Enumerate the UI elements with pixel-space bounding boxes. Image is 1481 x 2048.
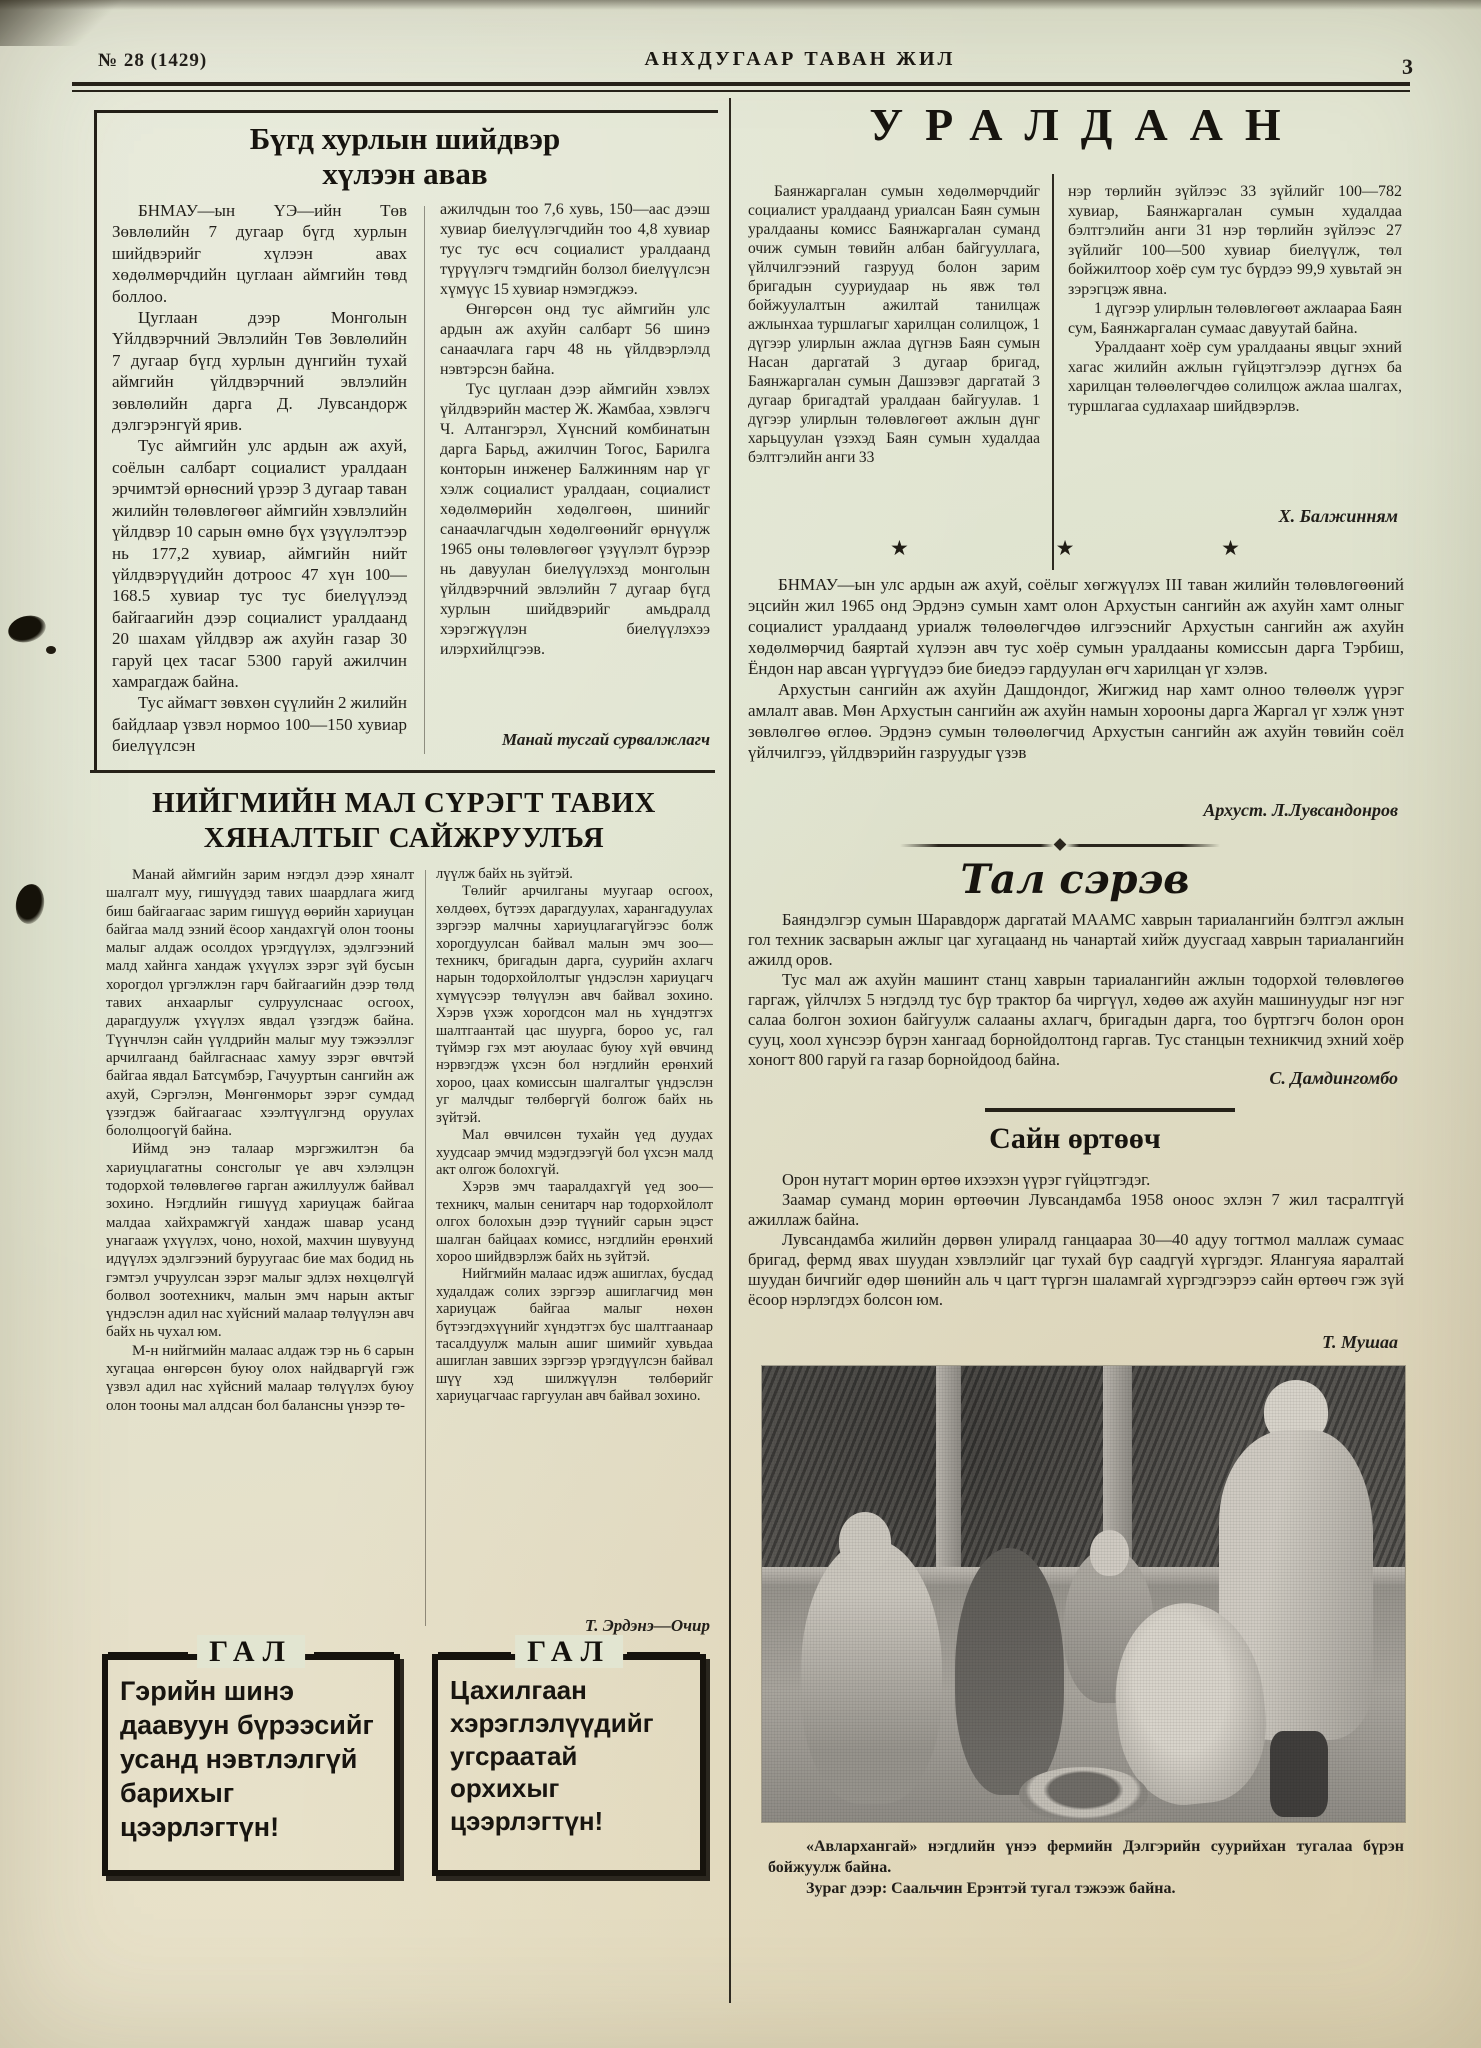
paragraph: Орон нутагт морин өртөө ихээхэн үүрэг гүйцэтгэдэг.: [782, 1170, 1151, 1189]
section-rule: [90, 770, 715, 773]
fire-box-rule-right: [314, 1652, 394, 1656]
article-field-signature: С. Дамдингомбо: [1269, 1068, 1398, 1088]
photo-caption: [768, 1836, 1404, 1899]
article-race-column-rule: [1052, 174, 1054, 570]
star-separator: [890, 536, 1240, 561]
punch-hole: [5, 612, 48, 646]
paragraph: нэр төрлийн зүйлээс 33 зүйлийг 100—782 хувиар, Баянжаргалан сумын худалдаа бэлтгэлийн анги 31 нэр төрлийн зүйлээс 27 зүйлийг 100—500 хувиар биелүүлж, төл бойжилтоор хоёр сум тус бүрдээ 99,9 хувьтай эн зэрэгцэж явна.: [1068, 183, 1402, 298]
header-rule-thin: [72, 90, 1410, 92]
article-postman-title: Сайн өртөөч: [989, 1122, 1161, 1155]
fire-box-rule-right: [627, 1652, 700, 1656]
article-race-title: УРАЛДААН: [869, 99, 1303, 150]
paragraph: Баянжаргалан сумын хөдөлмөрчдийг социалист уралдаанд уриалсан Баян сумын уралдааны комисс Баянжаргалан суманд очиж сумын төвийн албан байгууллага, үйлчилгээний газрууд болон зарим бригадын сууриудаар нь явж төл бойжуулалтын ажилтай танилцаж ажлынхаа туршлагыг харилцан солилцож, 1 дүгээр улирлын ажлаа дүгнэв Баян сумын Насан даргатай 3 дугаар бригад, Баянжаргалан сумын Дашзэвэг даргатай 3 дугаар бригадтай уралдаан байгуулав. 1 дүгээр улирлын төлөвлөгөөт ажлын дүнг харьцуулан үзэхэд Баян сумын худалдаа бэлтгэлийн анги 33: [748, 183, 1040, 466]
ink-speck: [46, 646, 56, 654]
punch-hole: [13, 882, 47, 926]
paragraph: Өнгөрсөн онд тус аймгийн улс ардын аж ахуйн салбарт 56 шинэ санаачлага гарч 48 нь үйлдвэрлэлд нэвтэрсэн байна.: [440, 301, 710, 378]
fire-warning-text-1: Гэрийн шинэ даавуун бүрээсийг усанд нэвтлэлгүй барихыг цээрлэгтүн!: [120, 1676, 374, 1843]
paragraph: Тус аймгийн улс ардын аж ахуй, соёлын салбарт социалист уралдаан эрчимтэй өрнөсний үрээр 3 дугаар таван жилийн төлөвлөгөөг аймгийн хэвлэлийн үйлдвэр 10 сарын өмнө бүх үзүүлэлтээр нь 177,2 хувиар, аймгийн нийт үйлдвэрүүдийн дотроос 47 хүн 100—168.5 хувиар тус тус биелүүлээд байгаагийн дээр социалист уралдаанд 20 шахам үйлдвэр аж ахуйн газар 30 гаруй цех тасаг 5300 гаруй ажилчин хамрагдаж байна.: [112, 436, 407, 691]
scan-edge-top: [0, 0, 1481, 10]
article-race-column-1: [748, 182, 1040, 560]
photo-caption-line2: Зураг дээр: Саальчин Ерэнтэй тугал тэжээж байна.: [806, 1880, 1176, 1897]
star-icon: ★: [1055, 536, 1075, 560]
paragraph: Хэрэв эмч тааралдахгүй үед зоо—техникч, малын сенитарч нар тодорхойлолт олгох болохын дээр түүнийг сарын эцэст шалган байцаах комисс, нэгдлийн ерөнхий хороо шийдвэрлэж байх нь зүйтэй.: [436, 1179, 713, 1265]
article-plenum-title-line1: Бүгд хурлын шийдвэр: [249, 121, 561, 156]
article-plenum-title-line2: хүлээн авав: [322, 155, 488, 191]
fire-warning-box-2: [432, 1635, 706, 1876]
paragraph: БНМАУ—ын улс ардын аж ахуй, соёлыг хөгжүүлэх III таван жилийн төлөвлөгөөний эцсийн жил 1965 онд Эрдэнэ сумын хамт олон Архустын сангийн аж ахуйн хамт олныг социалист уралдаанд уриалж төлөөлөгчдөө илгээснийг Архустын сангийн аж ахуйн хөдөлмөрчид баяртай хүлээн авч тус хоёр сумын уралдааны комиссын дарга Тэрбиш, Ёндон нар авсан үүргүүдээ бие биедээ гардуулан өгч харилцан үг хэлэв.: [748, 575, 1404, 678]
article-livestock-signature: Т. Эрдэнэ—Очир: [584, 1616, 710, 1635]
paragraph: Баяндэлгэр сумын Шаравдорж даргатай МААМС хаврын тариалангийн бэлтгэл ажлын гол техник засварын ажлыг цаг хугацаанд нь чанартай хийж дуусгаад хаврын тариалангийн ажилд оров.: [748, 910, 1404, 969]
paragraph: Манай аймгийн зарим нэгдэл дээр хяналт шалгалт муу, гишүүдэд тавих шаардлага жигд биш байгаагаас зарим гишүүд өөрийн хариуцан байгаа малд эзний ёсоор хандахгүй олон тооны малыг алдаж осолдох үрэгдүүлэх, эдэлгээний малд хайнга хандаж үхүүлэх зэрэг зүй бусын хорогдол үргэлжлэн гарч байгаагийн дээр төлд тавих анхаарлыг сулруулснаас осгоох, дарагдуулж үхүүлэх явдал үзэгдэж байна. Түүнчлэн сайн үүлдрийн малыг муу тэжээллэг арчилгаанд байлгаснаас хамуу зэрэг өвчтэй байгаа явдал Батсүмбэр, Гачууртын сангийн аж ахуй, Сэргэлэн, Мөнгөнморьт зэрэг сумдад үзэгдэж байгаагаас хээлтүүлгэнд оруулах бололцоогүй байна.: [106, 867, 414, 1140]
article-plenum-signature: Манай тусгай сурвалжлагч: [502, 730, 710, 749]
photo-halftone-grain: [762, 1366, 1405, 1822]
photo-caption-line1: «Авлархангай» нэгдлийн үнээ фермийн Дэлгэрийн суурийхан тугалаа бүрэн бойжуулж байна.: [768, 1838, 1404, 1876]
paragraph: Тус цуглаан дээр аймгийн хэвлэх үйлдвэрийн мастер Ж. Жамбаа, хэвлэгч Ч. Алтангэрэл, Хүнсний комбинатын дарга Барьд, ажилчин Тогос, Барилга конторын инженер Балжинням нар үг хэлж социалист уралдаан, социалист хөдөлмөрийн хөдөлгөөн, шинийг санаачлагчдын хөдөлгөөнийг өрнүүлж 1965 оны төлөвлөгөөг үзүүлэлт бүрээр нь давуулан биелүүлэхэд монголын үйлдвэрчний эвлэлийн 7 дугаар бүгд хурлын шийдвэрийг амьдралд хэрэгжүүлэн биелүүлэхээ илэрхийлцгээв.: [440, 381, 710, 658]
short-heavy-rule: [985, 1108, 1235, 1112]
divider-ornament: [900, 844, 1220, 847]
article-postman-signature: Т. Мушаа: [1322, 1332, 1398, 1352]
paragraph: Нийгмийн малаас идэж ашиглах, бусдад худалдаж солих зэргээр ашиглагчид мөн хариуцаж байгаа малыг нөхөн бүтээгдэхүүнийг хүндэтгэх бус шалтгаанаар тасалдуулж малын ашиг шимийг хувьдаа ашиглан завших зэргээр үрэгдүүлсэн байвал шүү хэд шилжүүлэн төлбөрийг хариуцагчаас гаргуулан авч байвал зохино.: [436, 1266, 713, 1405]
article-livestock-title: [95, 786, 713, 856]
paragraph: Тус мал аж ахуйн машинт станц хаврын тариалангийн ажлын тодорхой төлөвлөгөө гаргаж, үйлчлэх 5 нэгдэлд тус бүр трактор ба чиргүүл, хөдөө аж ахуйн машинуудыг нэг нэг салаа болгон зохион байгуулж салааны ахлагч, бригадын дарга, тоо бүртгэгч болон орон сууц, хоол хүнсээр бүрэн хангаад борнойдолтонд гаргав. Тус станцын техникчид эхний хоёр хоногт 800 гаруй га газар борнойдоод байна.: [748, 970, 1404, 1069]
fire-box-label: ГАЛ: [515, 1635, 623, 1668]
paragraph: Заамар суманд морин өртөөчин Лувсандамба 1958 оноос эхлэн 7 жил тасралтгүй ажиллаж байна.: [748, 1190, 1404, 1229]
article-livestock-column-rule: [425, 870, 426, 1626]
fire-box-rule-left: [108, 1652, 188, 1656]
article-livestock-title-line1: НИЙГМИЙН МАЛ СҮРЭГТ ТАВИХ: [152, 787, 656, 819]
paragraph: Лувсандамба жилийн дөрвөн улиралд ганцаараа 30—40 адуу тогтмол маллаж сумаас бригад, фермд явах шуудан хэвлэлийг цаг тухай бүр саадгүй хүргэдэг. Ялангуяа яаралтай шуудан бичгийг өдөр шөнийн аль ч цагт түргэн шаламгай хүргэдгээрээ сайн өртөөч гэж зүй ёсоор нэрлэгдэх болсон юм.: [748, 1230, 1404, 1309]
paragraph: Архустын сангийн аж ахуйн Дашдондог, Жигжид нар хамт олноо төлөөлж үүрэг амлалт авав. Мөн Архустын сангийн аж ахуйн намын хорооны дарга Жаргал үг хэлж үнэт зөвлөлгөө өглөө. Эрдэнэ сумын төлөөлөгчид Архустын сангийн аж ахуйн төвийн соёл үйлчилгээ, үйлдвэрийн газруудыг үзэв: [748, 680, 1404, 762]
article-livestock-column-2: [436, 866, 713, 1610]
fire-box-label: ГАЛ: [197, 1635, 305, 1668]
header-rule-thick: [72, 82, 1410, 86]
article-race-wide-signature: Архуст. Л.Лувсандонров: [1203, 800, 1398, 820]
article-plenum-column-rule: [424, 206, 425, 754]
article-plenum-title: [105, 122, 705, 191]
paragraph: Тус аймагт зөвхөн сүүлийн 2 жилийн байдлаар үзвэл нормоо 100—150 хувиар биелүүлсэн: [112, 693, 407, 756]
paragraph: Иймд энэ талаар мэргэжилтэн ба хариуцлагатны сонсголыг үе авч хэлэлцэн тодорхой төлөвлөгөө гарган ажиллуулж байвал зохино. Нэгдлийн гишүүд хариуцаж байгаа малдаа хайхрамжгүй хандаж шавар усанд унагааж үхүүлэх, чоно, нохой, махчин шувуунд идүүлэх эдэлгээний буруугаас бие мах бодид нь гэмтэл учруулсан зэрэг малыг эдлэх нөхцөлгүй болвол зоотехникч, малын эмч нарын актыг үндэслэн адил нас хүйсний малаар төлүүлэн авч байх нь чухал юм.: [106, 1141, 414, 1341]
article-field-title: Тал сэрэв: [960, 856, 1190, 903]
article-race-wide-text: [748, 574, 1404, 800]
star-icon: ★: [890, 536, 909, 560]
article-livestock-column-1: [106, 866, 414, 1610]
paragraph: Цуглаан дээр Монголын Үйлдвэрчний Эвлэлийн Төв Зөвлөлийн 7 дугаар бүгд хурлын дүнгийн тухай аймгийн үйлдвэрчний эвлэлийн зөвлөлийн дарга Д. Лувсандорж дэлгэрэнгүй ярив.: [112, 308, 407, 435]
page-number: 3: [1402, 54, 1413, 79]
star-icon: ★: [1221, 536, 1240, 560]
article-plenum-column-1: [112, 200, 407, 764]
paragraph: лүүлж байх нь зүйтэй.: [436, 866, 573, 882]
article-livestock-title-line2: ХЯНАЛТЫГ САЙЖРУУЛЪЯ: [203, 821, 605, 854]
paragraph: Мал өвчилсөн тухайн үед дуудах хуудсаар эмчид мэдэгдээгүй бол үхсэн малд акт олгож болохгүй.: [436, 1127, 713, 1178]
photo-calf-feeding: [762, 1366, 1405, 1822]
article-postman-text: [748, 1170, 1404, 1334]
article-race-signature: Х. Балжинням: [1278, 506, 1398, 526]
masthead-title: АНХДУГААР ТАВАН ЖИЛ: [644, 48, 956, 70]
paragraph: Төлийг арчилганы муугаар осгоох, хөлдөөх, бүтээх дарагдуулах, харангадуулах зэргээр малчны хариуцлагагүйгээс болж хорогдуулсан байвал малын эмч зоо—техникч, бригадын дарга, суурийн ахлагч нарын тодорхойлолтыг үндэслэн хариуцагч хүмүүсээр төлүүлэн авч байвал зохино. Хэрэв үхэж хорогдсон мал нь хүндэтгэх шалтгаантай цас шуурга, бороо ус, гал түймэр гэх мэт аюулаас буюу хүй өвчинд нэрвэгдэж үхсэн бол нэгдлийн ерөнхий хороо, цаах комиссын шалгалтыг үндэслэн уг малчдыг төлбөргүй болгож байх нь зүйтэй.: [436, 883, 713, 1126]
paragraph: ажилчдын тоо 7,6 хувь, 150—аас дээш хувиар биелүүлэгчдийн тоо 4,8 хувиар тус тус өсч социалист уралдаанд түрүүлэгч тэмдгийн болзол биелүүлсэн хүмүүс 15 хувиар нэмэгджээ.: [440, 201, 710, 298]
paragraph: БНМАУ—ын ҮЭ—ийн Төв Зөвлөлийн 7 дугаар бүгд хурлын шийдвэрийг хүлээн авах хөдөлмөрчдийн цуглаан аймгийн төвд боллоо.: [112, 201, 407, 306]
issue-number: № 28 (1429): [98, 50, 208, 71]
article-field-text: [748, 910, 1404, 1088]
paragraph: М-н нийгмийн малаас алдаж тэр нь 6 сарын хугацаа өнгөрсөн буюу олох найдваргүй гэж үзвэл адил нас хүйсний малаар төлүүлэх буюу олон тооны мал алдсан бол балансны үнээр тө-: [106, 1342, 414, 1414]
article-race-column-2: [1068, 182, 1402, 500]
paragraph: Уралдаант хоёр сум уралдааны явцыг эхний хагас жилийн ажлын гүйцэтгэлээр дүгнэх ба харилцан төлөөлөгчдөө солилцож ажлаа шалгах, туршлагаа судлахаар шийдвэрлэв.: [1068, 339, 1402, 415]
paragraph: 1 дүгээр улирлын төлөвлөгөөт ажлаараа Баян сум, Баянжаргалан сумаас давуутай байна.: [1068, 300, 1402, 337]
article-plenum-column-2: [440, 200, 710, 724]
fire-box-rule-left: [438, 1652, 511, 1656]
column-divider-main: [729, 98, 731, 2003]
fire-warning-box-1: [102, 1635, 400, 1876]
scan-corner-shadow: [0, 0, 130, 46]
fire-warning-text-2: Цахилгаан хэрэглэлүүдийг угсраатай орхихыг цээрлэгтүн!: [450, 1675, 654, 1836]
